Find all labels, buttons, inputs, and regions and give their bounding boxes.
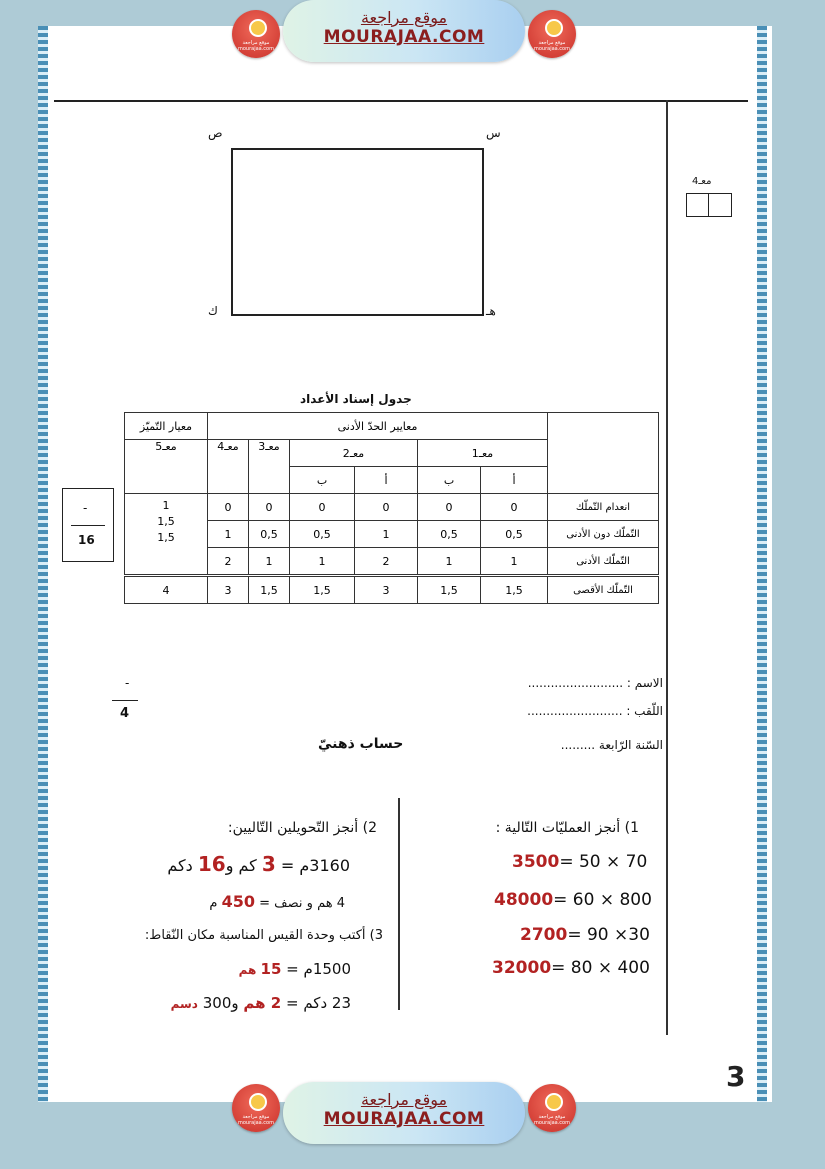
operation-row: 32000= 80 × 400 <box>492 958 650 978</box>
table-title: جدول إسناد الأعداد <box>300 392 412 406</box>
table-row <box>125 494 659 521</box>
site-logo-icon: موقع مراجعة mourajaa.com <box>232 10 280 58</box>
table-cell: 4 <box>125 576 208 604</box>
right-border-stripe <box>757 26 767 1102</box>
table-cell: 1,5 <box>249 576 290 604</box>
table-header-cell: معـ1 <box>418 440 548 467</box>
banner-latin-text: MOURAJAA.COM <box>323 1109 485 1129</box>
table-cell: 2 <box>208 548 249 576</box>
table-cell: 3 <box>208 576 249 604</box>
score-numerator: - <box>125 676 130 690</box>
score-denominator: 16 <box>78 533 95 547</box>
exercise1-title: 1) أنجز العمليّات التّالية : <box>495 820 639 836</box>
table-row <box>125 576 659 604</box>
conversion-line: 4 هم و نصف = 450 م <box>209 892 345 911</box>
table-header-cell: معـ5 <box>125 440 208 494</box>
table-corner-cell <box>548 413 659 494</box>
table-cell: 1,5 <box>418 576 481 604</box>
table-header-cell: معـ2 <box>290 440 418 467</box>
table-cell: 0 <box>418 494 481 521</box>
table-cell: 0,5 <box>418 521 481 548</box>
site-logo-icon: موقع مراجعة mourajaa.com <box>232 1084 280 1132</box>
table-cell: 1,5 <box>290 576 355 604</box>
table-cell: 0 <box>249 494 290 521</box>
site-banner-top[interactable] <box>283 0 525 62</box>
table-cell: 0 <box>481 494 548 521</box>
operation-row: 2700= 90 ×30 <box>520 925 650 945</box>
banner-arabic-text: موقع مراجعة <box>360 8 448 27</box>
vertex-label: ص <box>208 126 223 140</box>
vertex-label: س <box>486 126 501 140</box>
surname-field[interactable]: اللّقب : ......................... <box>527 704 663 718</box>
table-header-cell: معـ4 <box>208 440 249 494</box>
grading-table <box>124 412 659 604</box>
class-field[interactable]: السّنة الرّابعة ......... <box>560 738 663 752</box>
operation-row: 3500= 50 × 70 <box>512 852 648 872</box>
table-cell: 1 <box>208 521 249 548</box>
site-logo-icon: موقع مراجعة mourajaa.com <box>528 10 576 58</box>
score-numerator: - <box>83 501 88 515</box>
table-cell: 2 <box>355 548 418 576</box>
table-cell: 1 <box>249 548 290 576</box>
table-cell: 0 <box>355 494 418 521</box>
table-cell: 1 <box>481 548 548 576</box>
table-cell: 1 <box>355 521 418 548</box>
table-subheader-cell: ب <box>418 467 481 494</box>
table-subheader-cell: أ <box>481 467 548 494</box>
vertex-label: ك <box>208 304 218 318</box>
left-border-stripe <box>38 26 48 1102</box>
score-box-16[interactable] <box>62 488 114 562</box>
table-header-cell: معيار التّميّز <box>125 413 208 440</box>
row-label: انعدام التّملّك <box>548 494 659 521</box>
table-cell: 0,5 <box>249 521 290 548</box>
table-subheader-cell: أ <box>355 467 418 494</box>
table-cell: 1,5 <box>481 576 548 604</box>
unit-line: 1500م = 15 هم <box>238 960 351 978</box>
table-subheader-cell: ب <box>290 467 355 494</box>
site-logo-icon: موقع مراجعة mourajaa.com <box>528 1084 576 1132</box>
exercise3-title: 3) أكتب وحدة القيس المناسبة مكان النّقاط: <box>144 928 383 943</box>
site-banner-bottom[interactable] <box>283 1082 525 1144</box>
table-cell: 0,5 <box>290 521 355 548</box>
row-label: التّملّك دون الأدنى <box>548 521 659 548</box>
table-cell: 1 <box>418 548 481 576</box>
operation-row: 48000= 60 × 800 <box>494 890 652 910</box>
excellence-cell: 1 1,5 1,5 <box>125 494 208 576</box>
banner-arabic-text: موقع مراجعة <box>360 1090 448 1109</box>
fraction-line <box>112 700 138 701</box>
exercise2-title: 2) أنجز التّحويلين التّاليين: <box>227 820 377 836</box>
subject-title: حساب ذهنيّ <box>318 736 404 752</box>
vertex-label: هـ <box>486 304 496 318</box>
table-cell: 0 <box>290 494 355 521</box>
table-cell: 1 <box>290 548 355 576</box>
criteria-label: معـ4 <box>692 176 712 187</box>
score-denominator: 4 <box>120 706 130 721</box>
table-cell: 0,5 <box>481 521 548 548</box>
table-header-cell: معايير الحدّ الأدنى <box>208 413 548 440</box>
table-cell: 0 <box>208 494 249 521</box>
name-field[interactable]: الاسم : ......................... <box>527 676 663 690</box>
banner-latin-text: MOURAJAA.COM <box>323 27 485 47</box>
page-number: 3 <box>726 1060 746 1093</box>
table-header-cell: معـ3 <box>249 440 290 494</box>
rectangle-figure <box>231 148 484 316</box>
row-label: التّملّك الأدنى <box>548 548 659 576</box>
row-label: التّملّك الأقصى <box>548 576 659 604</box>
unit-line: 23 دكم = 2 هم و300 دسم <box>170 994 351 1012</box>
margin-rule <box>666 100 668 1035</box>
exercise-divider <box>398 798 400 1010</box>
criteria-score-box[interactable] <box>686 193 732 217</box>
table-cell: 3 <box>355 576 418 604</box>
conversion-line: 3160م = 3 كم و16 دكم <box>167 852 350 876</box>
